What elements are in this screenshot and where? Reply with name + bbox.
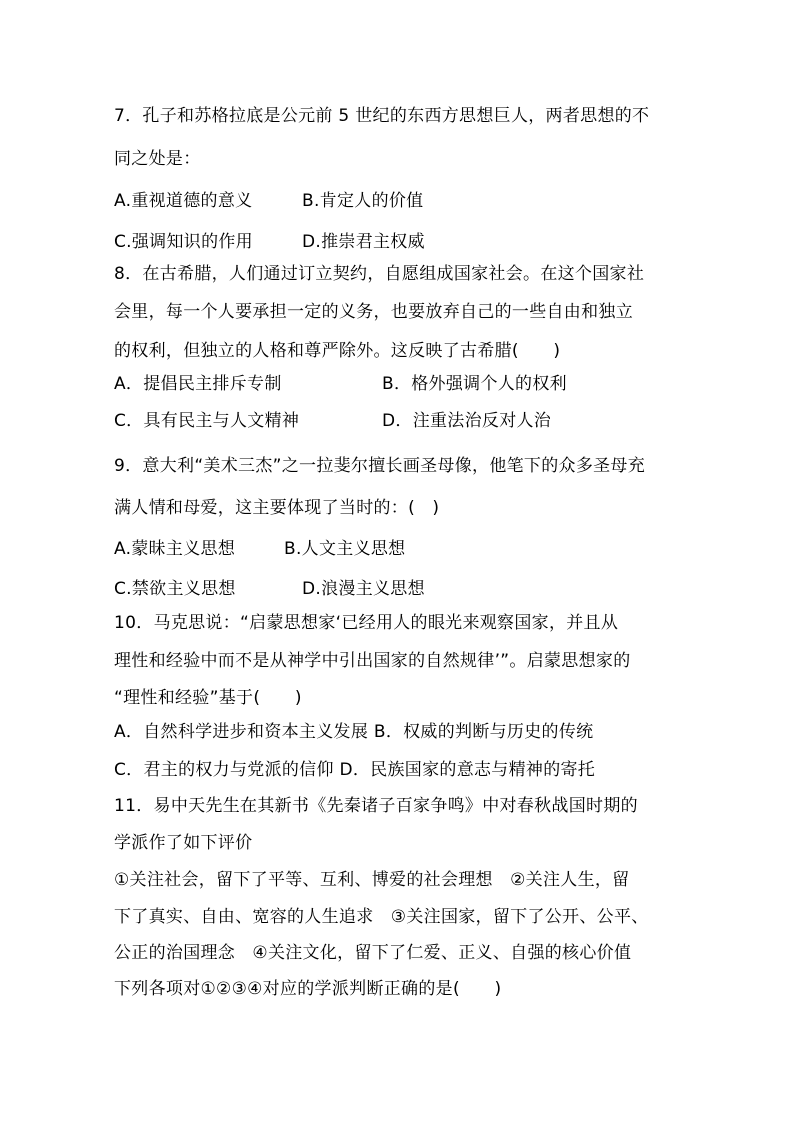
question-10-options-row-1 <box>114 721 593 743</box>
question-11-line-1: 11．易中天先生在其新书《先秦诸子百家争鸣》中对春秋战国时期的 <box>114 796 638 816</box>
question-11-line-5: 公正的治国理念 ④关注文化，留下了仁爱、正义、自强的核心价值 <box>114 943 632 963</box>
question-7-line-2: 同之处是： <box>114 149 201 169</box>
question-7-options-row-2 <box>114 231 425 253</box>
question-7-options-row-1 <box>114 190 424 212</box>
question-10-option-b: B．权威的判断与历史的传统 <box>373 722 594 742</box>
question-9-option-b: B.人文主义思想 <box>284 539 406 559</box>
question-10-line-3: “理性和经验”基于( ) <box>114 688 302 708</box>
question-9-line-1: 9．意大利“美术三杰”之一拉斐尔擅长画圣母像，他笔下的众多圣母充 <box>114 456 646 476</box>
question-8-line-1: 8．在古希腊，人们通过订立契约，自愿组成国家社会。在这个国家社 <box>114 264 645 284</box>
question-8-line-2: 会里，每一个人要承担一定的义务，也要放弃自己的一些自由和独立 <box>114 302 633 322</box>
question-11-line-4: 下了真实、自由、宽容的人生追求 ③关注国家，留下了公开、公平、 <box>114 907 649 927</box>
question-8-option-b: B．格外强调个人的权利 <box>382 374 567 394</box>
question-9-line-2: 满人情和母爱，这主要体现了当时的：( ) <box>114 498 440 518</box>
question-8-option-a: A．提倡民主排斥专制 <box>114 374 282 394</box>
question-10-option-a: A．自然科学进步和资本主义发展 <box>114 722 369 742</box>
question-7-option-c: C.强调知识的作用 <box>114 232 253 252</box>
question-10-option-d: D．民族国家的意志与精神的寄托 <box>339 760 596 780</box>
question-10-option-c: C．君主的权力与党派的信仰 <box>114 760 334 780</box>
question-9-option-d: D.浪漫主义思想 <box>302 579 425 599</box>
question-8-line-3: 的权利，但独立的人格和尊严除外。这反映了古希腊( ) <box>114 341 561 361</box>
question-9-option-c: C.禁欲主义思想 <box>114 579 236 599</box>
question-10-line-2: 理性和经验中而不是从神学中引出国家的自然规律’”。启蒙思想家的 <box>114 651 631 671</box>
question-10-options-row-2 <box>114 759 595 781</box>
question-11-line-6: 下列各项对①②③④对应的学派判断正确的是( ) <box>114 979 502 999</box>
question-8-option-c: C．具有民主与人文精神 <box>114 411 300 431</box>
question-7-line-1: 7．孔子和苏格拉底是公元前 5 世纪的东西方思想巨人，两者思想的不 <box>114 106 650 126</box>
question-7-option-d: D.推崇君主权威 <box>302 232 425 252</box>
question-7-option-b: B.肯定人的价值 <box>302 191 424 211</box>
question-11-line-3: ①关注社会，留下了平等、互利、博爱的社会理想 ②关注人生，留 <box>114 870 630 890</box>
question-11-line-2: 学派作了如下评价 <box>114 833 253 853</box>
question-7-option-a: A.重视道德的意义 <box>114 191 253 211</box>
question-9-options-row-2 <box>114 578 425 600</box>
question-9-options-row-1 <box>114 538 406 560</box>
question-10-line-1: 10．马克思说：“启蒙思想家‘已经用人的眼光来观察国家，并且从 <box>114 613 619 633</box>
question-9-option-a: A.蒙昧主义思想 <box>114 539 236 559</box>
question-8-options-row-1 <box>114 373 567 395</box>
question-8-option-d: D．注重法治反对人治 <box>382 411 552 431</box>
question-8-options-row-2 <box>114 410 552 432</box>
